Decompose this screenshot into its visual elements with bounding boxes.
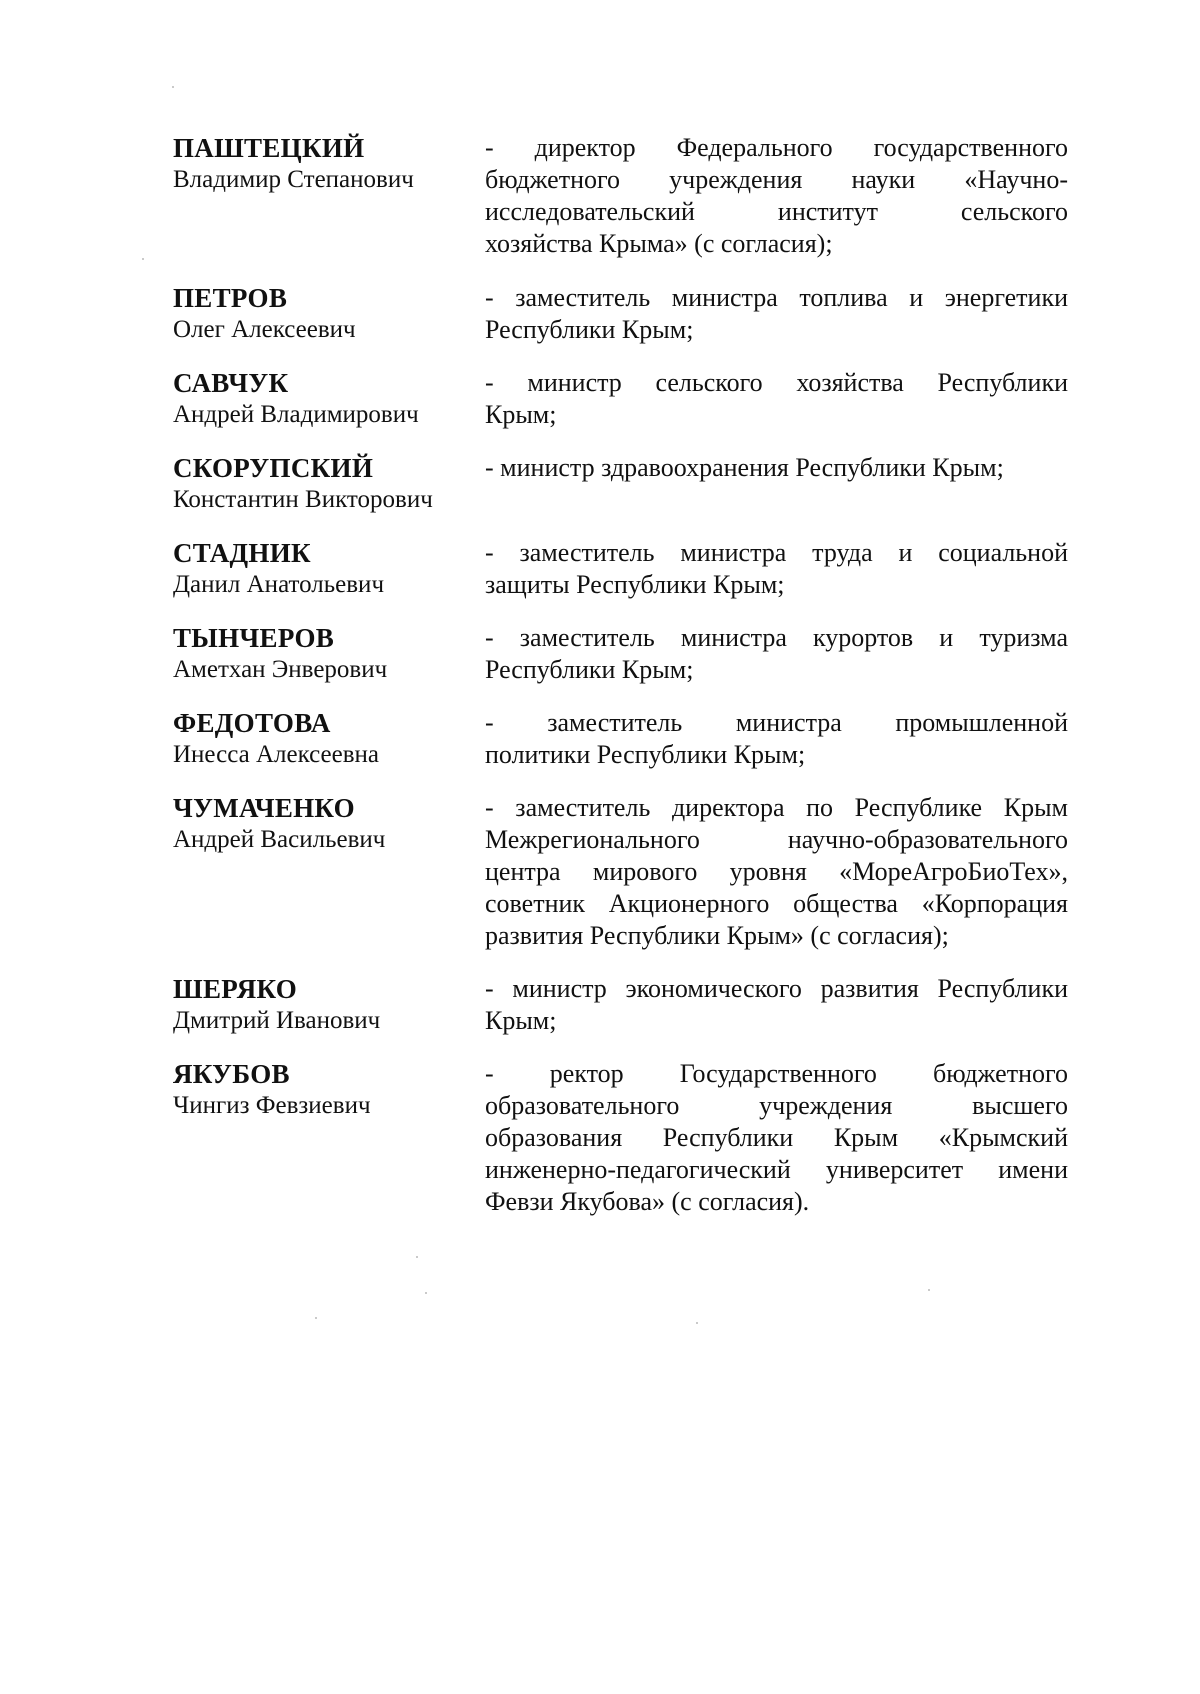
position-line: - ректор Государственного бюджетного — [485, 1059, 1068, 1088]
member-surname: ТЫНЧЕРОВ — [173, 623, 335, 653]
position-line: инженерно-педагогический университет имени — [485, 1155, 1068, 1184]
position-line: развития Республики Крым» (с согласия); — [485, 921, 949, 950]
position-line: Межрегионального научно-образовательного — [485, 825, 1068, 854]
member-position — [485, 282, 1068, 346]
member-surname: ПАШТЕЦКИЙ — [173, 133, 365, 163]
member-position — [485, 367, 1068, 431]
member-surname: ФЕДОТОВА — [173, 708, 331, 738]
position-line: - заместитель министра курортов и туризма — [485, 623, 1068, 652]
member-given-name: Олег Алексеевич — [173, 316, 356, 343]
member-position — [485, 707, 1068, 771]
position-line: - директор Федерального государственного — [485, 133, 1068, 162]
position-line: - министр экономического развития Республики — [485, 974, 1068, 1003]
member-surname: СКОРУПСКИЙ — [173, 453, 374, 483]
member-surname: СТАДНИК — [173, 538, 311, 568]
member-position — [485, 1058, 1068, 1218]
position-line: исследовательский институт сельского — [485, 197, 1068, 226]
position-line: - заместитель министра топлива и энергетики — [485, 283, 1068, 312]
member-given-name: Владимир Степанович — [173, 166, 414, 193]
scan-speck — [315, 1317, 317, 1319]
scan-speck — [142, 258, 144, 260]
position-line: Республики Крым; — [485, 655, 694, 684]
member-surname: ЯКУБОВ — [173, 1059, 290, 1089]
position-line: Крым; — [485, 400, 557, 429]
member-given-name: Аметхан Энверович — [173, 656, 388, 683]
position-line: - заместитель министра промышленной — [485, 708, 1068, 737]
member-surname: ПЕТРОВ — [173, 283, 288, 313]
member-given-name: Инесса Алексеевна — [173, 741, 380, 768]
position-line: образовательного учреждения высшего — [485, 1091, 1068, 1120]
position-line: бюджетного учреждения науки «Научно- — [485, 165, 1068, 194]
scan-speck — [696, 1322, 698, 1324]
member-given-name: Чингиз Февзиевич — [173, 1092, 371, 1119]
member-position — [485, 452, 1068, 484]
position-line: центра мирового уровня «МореАгроБиоТех», — [485, 857, 1068, 886]
position-line: политики Республики Крым; — [485, 740, 806, 769]
position-line: Республики Крым; — [485, 315, 694, 344]
scan-speck — [425, 1292, 427, 1294]
position-line: - министр здравоохранения Республики Крым; — [485, 453, 1004, 482]
position-line: Февзи Якубова» (с согласия). — [485, 1187, 810, 1216]
member-position — [485, 537, 1068, 601]
position-line: защиты Республики Крым; — [485, 570, 785, 599]
position-line: - заместитель министра труда и социальной — [485, 538, 1068, 567]
member-position — [485, 973, 1068, 1037]
position-line: - заместитель директора по Республике Крым — [485, 793, 1068, 822]
position-line: Крым; — [485, 1006, 557, 1035]
member-given-name: Андрей Васильевич — [173, 826, 386, 853]
member-position — [485, 622, 1068, 686]
member-position — [485, 132, 1068, 260]
scan-speck — [172, 86, 174, 88]
member-given-name: Дмитрий Иванович — [173, 1007, 381, 1034]
position-line: советник Акционерного общества «Корпорация — [485, 889, 1068, 918]
member-given-name: Константин Викторович — [173, 486, 433, 513]
scan-speck — [928, 1289, 930, 1291]
member-surname: ШЕРЯКО — [173, 974, 298, 1004]
position-line: образования Республики Крым «Крымский — [485, 1123, 1068, 1152]
position-line: - министр сельского хозяйства Республики — [485, 368, 1068, 397]
member-position — [485, 792, 1068, 952]
scan-speck — [416, 1256, 418, 1258]
member-given-name: Андрей Владимирович — [173, 401, 419, 428]
position-line: хозяйства Крыма» (с согласия); — [485, 229, 833, 258]
member-surname: САВЧУК — [173, 368, 289, 398]
member-surname: ЧУМАЧЕНКО — [173, 793, 355, 823]
member-given-name: Данил Анатольевич — [173, 571, 385, 598]
